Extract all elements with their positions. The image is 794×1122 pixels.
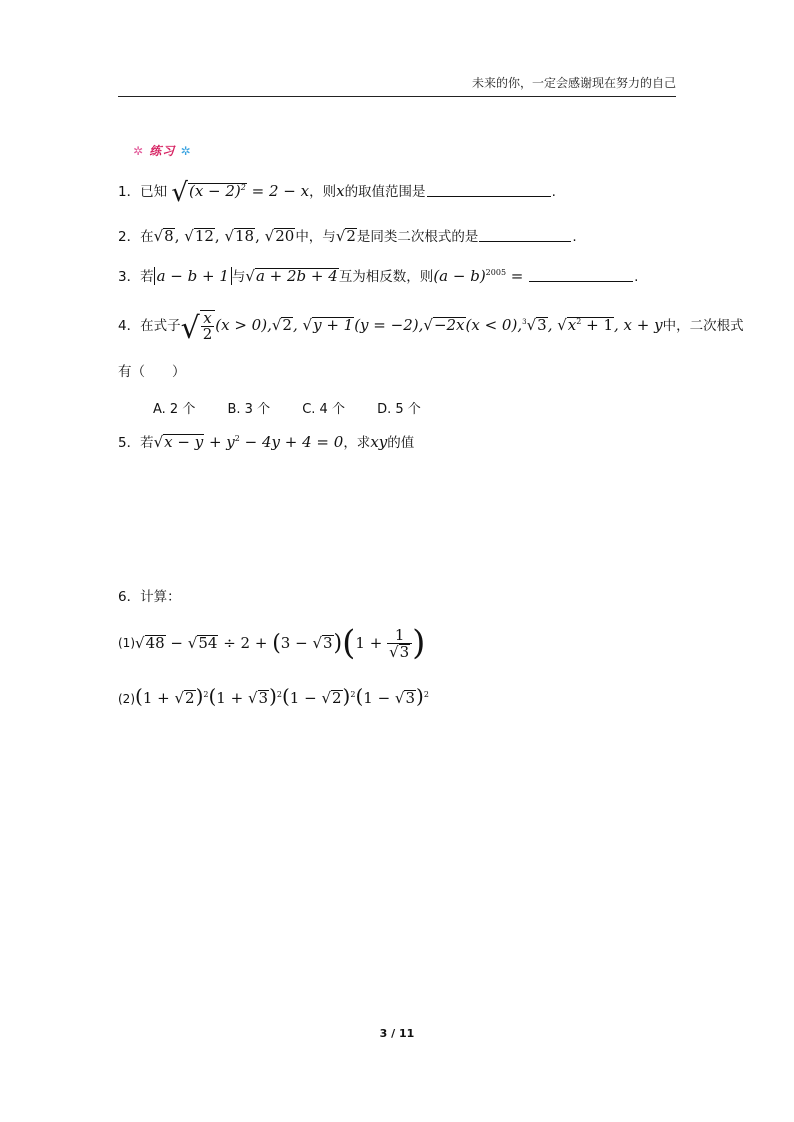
q6-2-exp-d: 2: [423, 690, 429, 699]
q2-radical-2: √12: [184, 227, 214, 245]
q4-radical-frac: √ $\frac{x}{2}$: [181, 310, 216, 344]
section-title-text: 练习: [149, 144, 176, 158]
q4-radical-4: √−2x: [423, 316, 465, 334]
q6-2-d: 1 −: [363, 689, 395, 707]
q5-mid: ，求: [343, 435, 371, 451]
q2-radical-3: √18: [224, 227, 255, 245]
q6-1-p2a: 1 +: [355, 634, 388, 652]
q1-rhs: = 2 − x: [246, 182, 310, 200]
q4-radical-6: $√x^2 + 1$: [557, 316, 614, 334]
q3-pre: 若: [140, 269, 154, 285]
q1-radical: $√(x - 2)^2$: [171, 178, 246, 208]
q6-2-exp-a: 2: [203, 690, 209, 699]
q6-2-exp-c: 2: [350, 690, 356, 699]
q3-number: 3．: [118, 269, 141, 285]
q4-option-d[interactable]: D. 5 个: [377, 402, 421, 417]
q6-2-radical-d: √3: [394, 689, 416, 707]
q2-number: 2．: [118, 229, 141, 245]
header-rule: [118, 96, 676, 97]
q2-radical-4: √20: [264, 227, 295, 245]
q1-end: .: [551, 184, 556, 200]
q1-inner: (x − 2): [188, 182, 241, 200]
q2-radical-5: √2: [335, 227, 356, 245]
q2-pre: 在: [140, 229, 154, 245]
section-title: [133, 142, 192, 159]
q6-2-label: (2): [118, 692, 135, 706]
q5-var: xy: [370, 433, 388, 451]
q1-pre: 已知: [140, 184, 168, 200]
q4-radical-5: √3: [526, 316, 547, 334]
question-2: 2．在√8, √12, √18, √20中，与√2是同类二次根式的是 .: [118, 227, 577, 245]
q6-1-minus: −: [165, 634, 188, 652]
q4-post: 中，二次根式: [662, 318, 744, 334]
star-right-icon: ✲: [180, 144, 192, 158]
question-3: [118, 268, 638, 285]
q6-2-exp-b: 2: [276, 690, 282, 699]
q3-mid1: 与: [231, 269, 246, 285]
page-number: 3 / 11: [379, 1027, 415, 1040]
q6-2-a: 1 +: [142, 689, 175, 707]
q4-radical-2: √2: [271, 316, 292, 334]
q5-radical: √x − y: [153, 433, 204, 451]
q3-exp: 2005: [485, 268, 507, 277]
q6-1-label: (1): [118, 636, 135, 650]
q6-1-fraction: $\frac{1}{√3}$: [387, 628, 412, 660]
q6-title: 计算：: [140, 589, 181, 605]
q4-option-c[interactable]: C. 4 个: [302, 402, 345, 417]
q3-mid2: 互为相反数，则: [338, 269, 434, 285]
q3-radical: √a + 2b + 4: [245, 267, 338, 285]
question-4-line2: 有（ ）: [118, 364, 186, 380]
q6-1-radical-3: √3: [312, 634, 333, 652]
question-4: 4．在式子√ $\frac{x}{2}$ (x > 0),√2, √y + 1(y = −2),√−2x(x < 0),$^3$√3, $√x^2 + 1$, x + y中，二次根式: [118, 309, 744, 346]
q2-post: 是同类二次根式的是: [356, 229, 479, 245]
question-6-2: $(2)(1 + √2)^2(1 + √3)^2(1 - √2)^2(1 - √3)^2$: [118, 684, 429, 708]
q6-1-radical-1: √48: [135, 634, 165, 652]
q2-mid: 中，与: [295, 229, 336, 245]
page-header-text: 未来的你，一定会感谢现在努力的自己: [471, 76, 676, 90]
star-left-icon: ✲: [133, 144, 145, 158]
q1-number: 1．: [118, 184, 141, 200]
q4-option-b[interactable]: B. 3 个: [227, 402, 271, 417]
question-1: [118, 180, 556, 206]
q3-base: (a − b): [433, 267, 486, 285]
q6-number: 6．: [118, 589, 141, 605]
q4-cond-3: (y = −2),: [354, 316, 424, 334]
q3-answer-blank[interactable]: [529, 281, 633, 282]
q2-answer-blank[interactable]: [479, 241, 571, 242]
q4-number: 4．: [118, 318, 141, 334]
q6-2-radical-c: √2: [321, 689, 342, 707]
q4-options: [153, 398, 449, 417]
question-6-1: (1)√48 − √54 ÷ 2 + (3 − √3)(1 + $\frac{1}{√3}$ ): [118, 623, 426, 663]
q4-option-a[interactable]: A. 2 个: [153, 402, 196, 417]
question-6: [118, 591, 181, 605]
q4-tail: , x + y: [614, 316, 663, 334]
q5-number: 5．: [118, 435, 141, 451]
q4-cond-4: (x < 0),: [465, 316, 523, 334]
q3-eq: =: [506, 267, 529, 285]
q3-abs: a − b + 1: [154, 267, 232, 285]
q5-post: 的值: [387, 435, 415, 451]
q6-1-radical-2: √54: [187, 634, 218, 652]
q1-var: x: [336, 182, 345, 200]
q1-answer-blank[interactable]: [427, 196, 551, 197]
q5-rest1: + y: [204, 433, 235, 451]
q6-2-b: 1 +: [216, 689, 248, 707]
q2-radical-1: √8: [153, 227, 174, 245]
q4-cond-1: (x > 0),: [215, 316, 272, 334]
q1-post: 的取值范围是: [344, 184, 426, 200]
q4-radical-3: √y + 1: [302, 316, 354, 334]
q1-mid: ，则: [309, 184, 337, 200]
q2-end: .: [572, 229, 577, 245]
q6-1-p1a: 3 −: [280, 634, 313, 652]
q6-2-c: 1 −: [289, 689, 322, 707]
q3-end: .: [634, 269, 639, 285]
q5-rest2: − 4y + 4 = 0: [239, 433, 344, 451]
q6-2-radical-a: √2: [174, 689, 195, 707]
q6-1-div: ÷ 2 +: [218, 634, 273, 652]
q6-2-radical-b: √3: [247, 689, 269, 707]
q4-pre: 在式子: [140, 318, 181, 334]
q4-cube-index: 3: [522, 318, 527, 326]
q5-pre: 若: [140, 435, 154, 451]
q1-exp: 2: [240, 183, 246, 192]
question-5: [118, 434, 414, 451]
q5-exp: 2: [234, 434, 240, 443]
